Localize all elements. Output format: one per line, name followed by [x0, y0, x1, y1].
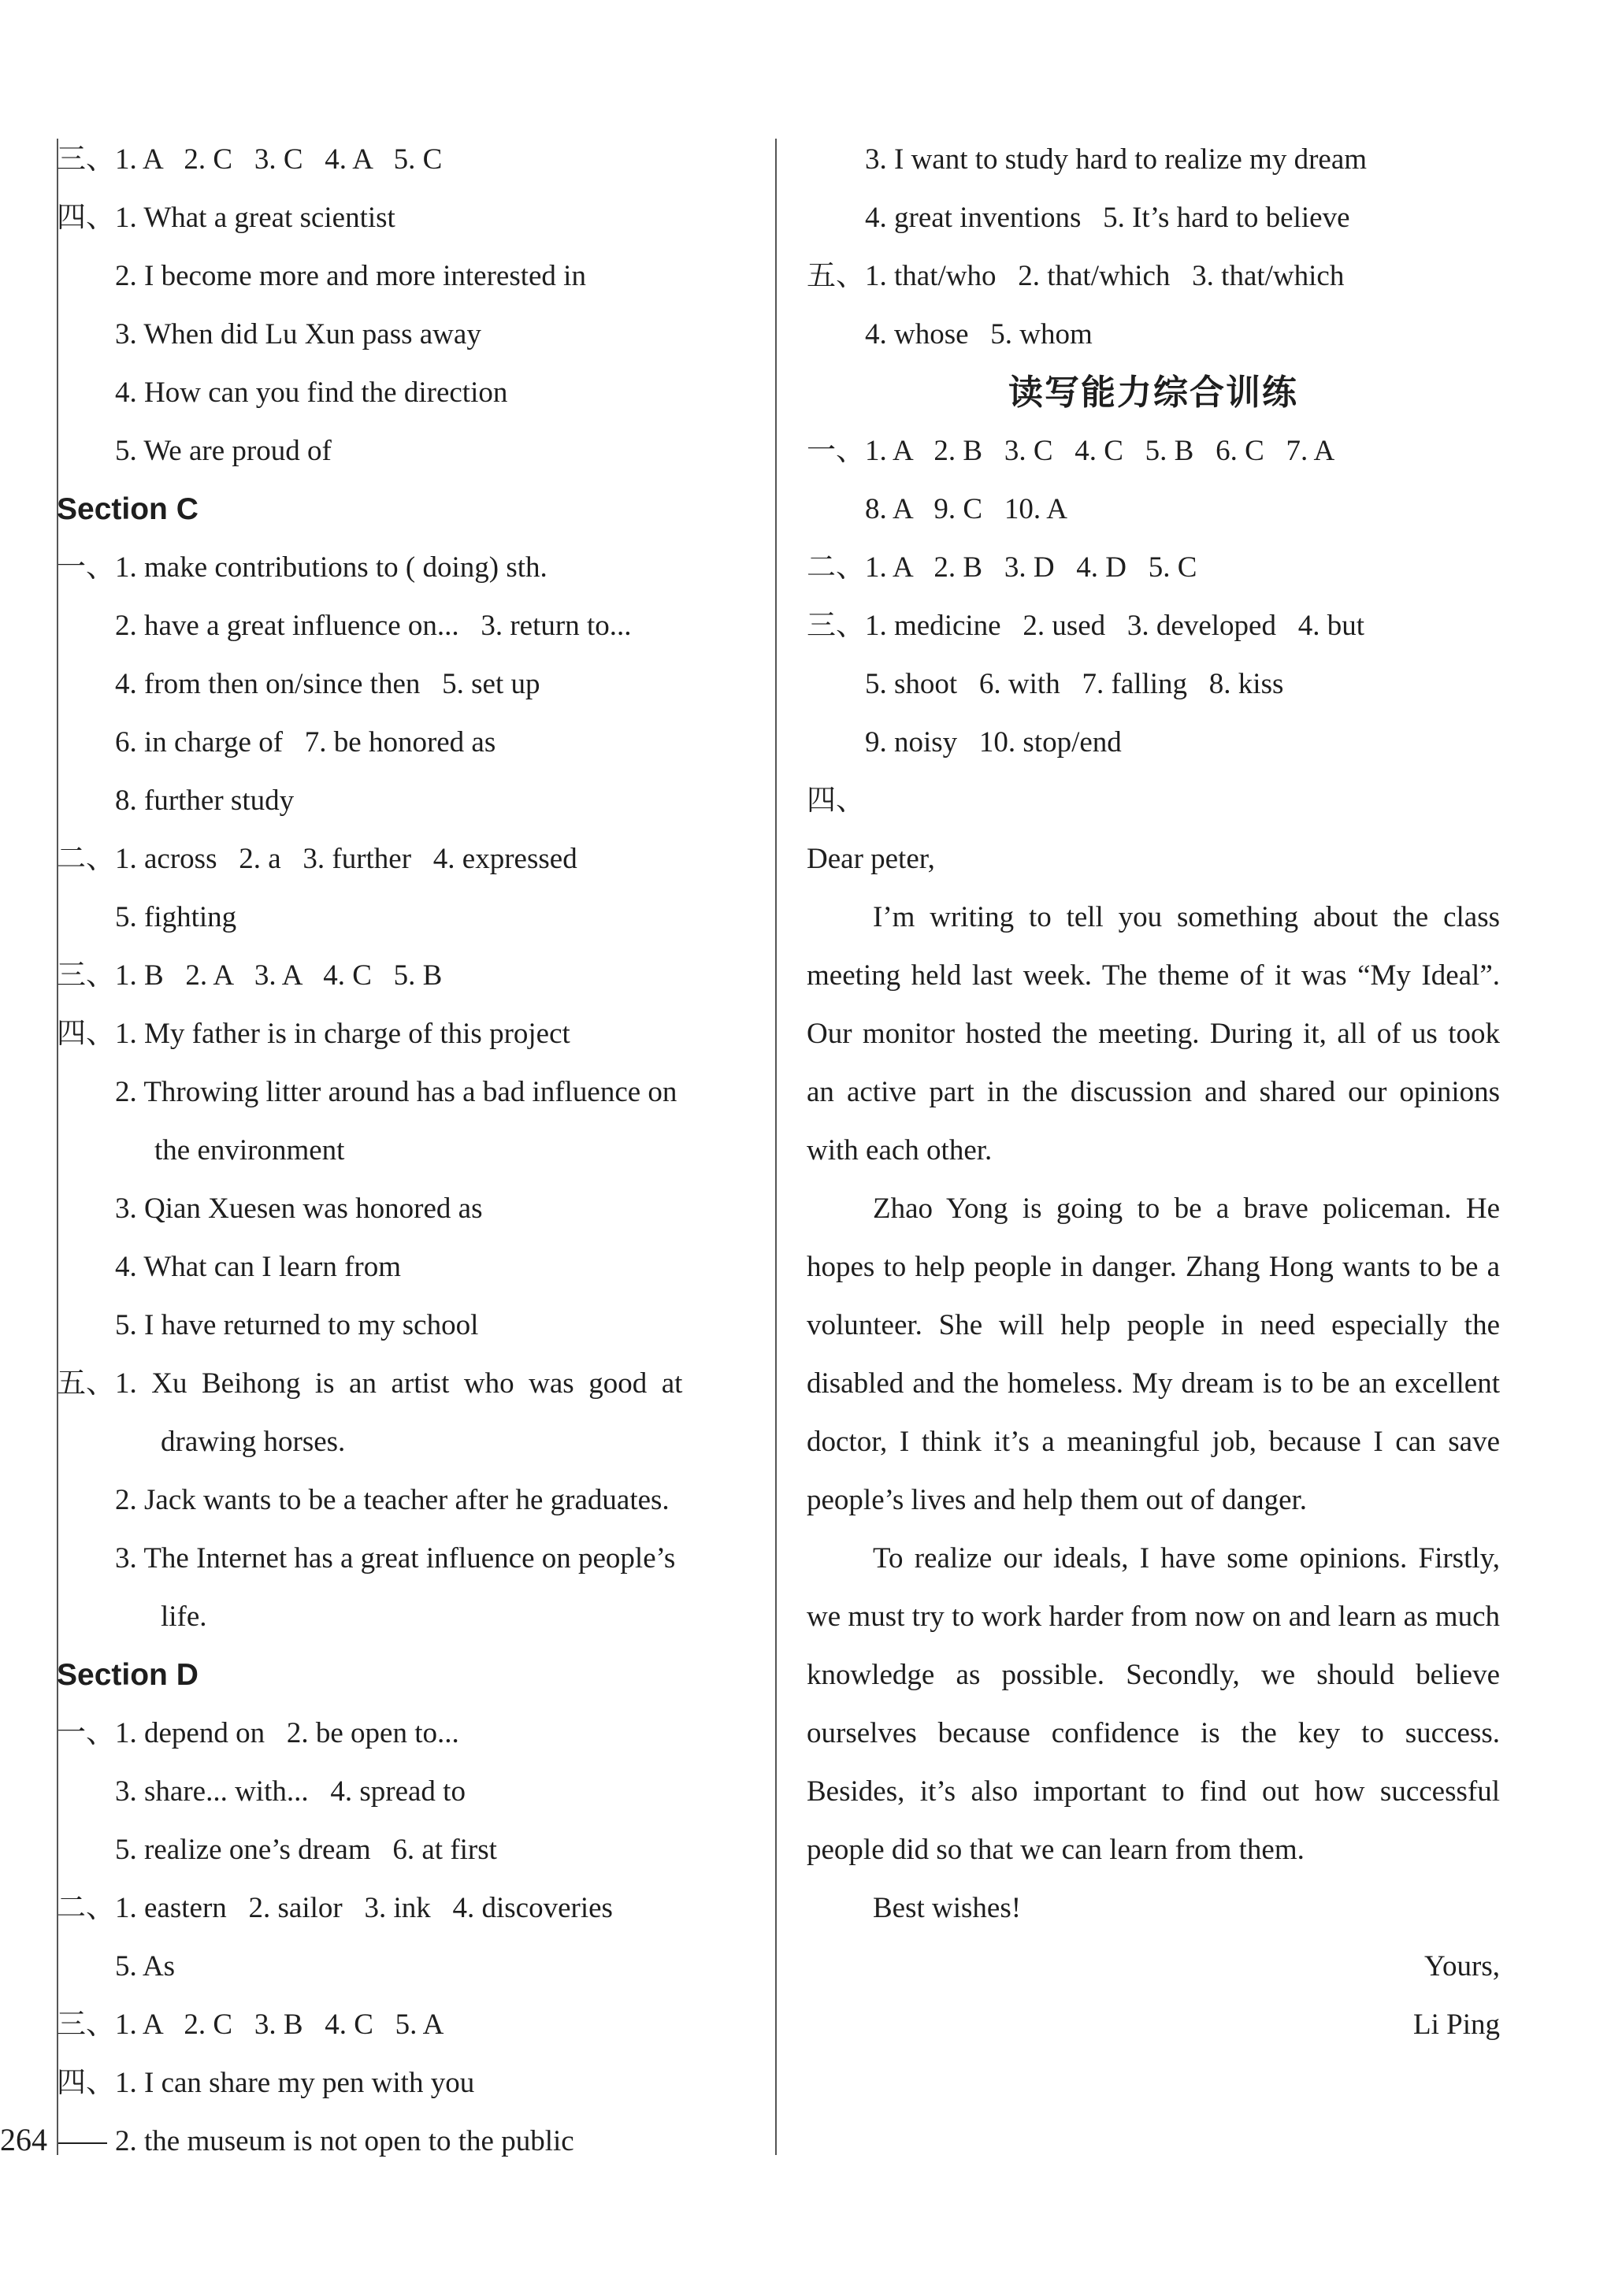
answer-text: 1. that/who 2. that/which 3. that/which — [865, 260, 1345, 292]
answer-text: 8. further study — [115, 784, 295, 817]
right-column-top-answers — [807, 131, 1500, 364]
answer-line — [57, 1879, 766, 1938]
answer-line — [57, 1821, 766, 1879]
right-column — [807, 131, 1500, 2054]
question-number: 四、 — [807, 784, 865, 817]
answer-line — [57, 1238, 766, 1296]
answer-line — [807, 597, 1500, 655]
answer-text: Section D — [57, 1658, 199, 1692]
answer-text: 1. depend on 2. be open to... — [115, 1717, 459, 1749]
answer-text: 5. I have returned to my school — [115, 1309, 479, 1341]
answer-text: 1. across 2. a 3. further 4. expressed — [115, 843, 577, 875]
answer-line — [57, 1763, 766, 1821]
question-number: 四、 — [57, 1018, 115, 1050]
question-number: 四、 — [57, 202, 115, 234]
question-number: 三、 — [57, 2009, 115, 2041]
question-number: 二、 — [57, 1892, 115, 1924]
page-footer — [0, 2111, 107, 2169]
question-number: 五、 — [807, 260, 865, 292]
answer-text: 1. A 2. C 3. C 4. A 5. C — [115, 143, 443, 176]
answer-text: 6. in charge of 7. be honored as — [115, 726, 496, 759]
answer-line — [57, 306, 766, 364]
answer-line — [807, 655, 1500, 714]
answer-text: 4. from then on/since then 5. set up — [115, 668, 540, 700]
answer-line — [57, 247, 766, 306]
answer-line — [57, 1180, 766, 1238]
answer-text: 2. have a great influence on... 3. return to... — [115, 610, 632, 642]
answer-text: 1. B 2. A 3. A 4. C 5. B — [115, 959, 443, 992]
question-number: 四、 — [57, 2067, 115, 2099]
letter-signoff: Yours, — [1424, 1950, 1500, 1983]
answer-text: 2. Jack wants to be a teacher after he graduates. — [115, 1484, 670, 1516]
question-number: 三、 — [57, 959, 115, 992]
answer-line — [807, 247, 1500, 306]
answer-line — [57, 189, 766, 247]
answer-line — [807, 480, 1500, 539]
answer-text: 5. We are proud of — [115, 435, 332, 467]
question-number: 二、 — [807, 551, 865, 584]
answer-line — [57, 1005, 766, 1063]
answer-line — [57, 131, 766, 189]
answer-text: 1. Xu Beihong is an artist who was good at — [115, 1367, 683, 1400]
answer-line — [807, 306, 1500, 364]
answer-text: 1. make contributions to ( doing) sth. — [115, 551, 547, 584]
answer-text: 1. A 2. C 3. B 4. C 5. A — [115, 2009, 444, 2041]
letter-paragraph-3: To realize our ideals, I have some opinions. Firstly, we must try to work harder from now on and learn as much knowledge as possible. Secondly, we should believe ourselves because confidence is the key to success. Besides, it’s also important to find out how successful people did so that we can learn from them. — [807, 1542, 1500, 1866]
answer-line — [57, 1122, 766, 1180]
answer-line — [57, 2112, 766, 2171]
question-number: 一、 — [807, 435, 865, 467]
answer-text: 2. I become more and more interested in — [115, 260, 586, 292]
answer-text: 3. When did Lu Xun pass away — [115, 318, 481, 351]
answer-line — [57, 1413, 766, 1471]
question-number: 一、 — [57, 1717, 115, 1749]
answer-line — [807, 539, 1500, 597]
question-number: 三、 — [807, 610, 865, 642]
answer-text: 1. What a great scientist — [115, 202, 395, 234]
column-divider — [775, 139, 777, 2155]
answer-text: 3. share... with... 4. spread to — [115, 1775, 466, 1808]
answer-text: 1. A 2. B 3. C 4. C 5. B 6. C 7. A — [865, 435, 1335, 467]
answer-line — [57, 364, 766, 422]
answer-text: 9. noisy 10. stop/end — [865, 726, 1122, 759]
question-number: 三、 — [57, 143, 115, 176]
left-column — [57, 131, 766, 2171]
answer-text: 2. the museum is not open to the public — [115, 2125, 574, 2157]
answer-text: 4. How can you find the direction — [115, 376, 508, 409]
answer-line — [57, 1355, 766, 1413]
answer-line — [57, 2054, 766, 2112]
answer-line — [57, 1588, 766, 1646]
answer-text: drawing horses. — [161, 1426, 346, 1458]
answer-text: 4. What can I learn from — [115, 1251, 401, 1283]
answer-text: 2. Throwing litter around has a bad influence on — [115, 1076, 677, 1108]
answer-line — [57, 1704, 766, 1763]
answer-line — [57, 1296, 766, 1355]
answer-line — [807, 714, 1500, 772]
answer-line — [57, 947, 766, 1005]
answer-text: 1. A 2. B 3. D 4. D 5. C — [865, 551, 1197, 584]
answer-text: life. — [161, 1601, 207, 1633]
answer-line — [57, 1996, 766, 2054]
answer-text: the environment — [154, 1134, 345, 1167]
question-number: 一、 — [57, 551, 115, 584]
answer-text: 3. The Internet has a great influence on people’s — [115, 1542, 676, 1575]
section-title: 读写能力综合训练 — [1008, 373, 1298, 413]
answer-text: 1. medicine 2. used 3. developed 4. but — [865, 610, 1365, 642]
question-number: 二、 — [57, 843, 115, 875]
answer-line — [57, 1530, 766, 1588]
letter-signature: Li Ping — [1413, 2009, 1500, 2041]
answer-line — [57, 1063, 766, 1122]
answer-line — [57, 888, 766, 947]
answer-line — [807, 422, 1500, 480]
answer-text: 4. whose 5. whom — [865, 318, 1093, 351]
answer-text: 5. realize one’s dream 6. at first — [115, 1834, 497, 1866]
letter-closing: Best wishes! — [873, 1892, 1022, 1924]
question-number: 五、 — [57, 1367, 115, 1400]
page-number: 264 — [0, 2122, 47, 2157]
answer-line — [57, 422, 766, 480]
answer-text: 3. I want to study hard to realize my dream — [865, 143, 1368, 176]
answer-line — [57, 539, 766, 597]
answer-line — [57, 772, 766, 830]
answer-line — [807, 131, 1500, 189]
answer-text: 5. As — [115, 1950, 176, 1983]
letter-paragraph-2: Zhao Yong is going to be a brave policeman. He hopes to help people in danger. Zhang Hong wants to be a volunteer. She will help people in need especially the disabled and the homeless. My dream is to be an excellent doctor, I think it’s a meaningful job, because I can save people’s lives and help them out of danger. — [807, 1193, 1500, 1516]
answer-line — [57, 1471, 766, 1530]
answer-text: 5. fighting — [115, 901, 237, 933]
footer-dash — [58, 2142, 107, 2144]
letter-greeting: Dear peter, — [807, 843, 935, 875]
section-heading — [57, 480, 766, 539]
answer-line — [57, 830, 766, 888]
answer-text: 1. I can share my pen with you — [115, 2067, 475, 2099]
answer-text: 8. A 9. C 10. A — [865, 493, 1067, 525]
answer-line — [57, 714, 766, 772]
letter-paragraph-1: I’m writing to tell you something about the class meeting held last week. The theme of it was “My Ideal”. Our monitor hosted the meeting. During it, all of us took an active part in the discussion and shared our opinions with each other. — [807, 901, 1500, 1167]
answer-line — [807, 189, 1500, 247]
reading-writing-answers — [807, 422, 1500, 830]
answer-text: 1. My father is in charge of this project — [115, 1018, 570, 1050]
answer-text: 3. Qian Xuesen was honored as — [115, 1193, 483, 1225]
answer-text: 5. shoot 6. with 7. falling 8. kiss — [865, 668, 1284, 700]
answer-text: 4. great inventions 5. It’s hard to believe — [865, 202, 1350, 234]
answer-line — [57, 655, 766, 714]
answer-text: Section C — [57, 492, 199, 526]
answer-line — [807, 772, 1500, 830]
section-heading — [57, 1646, 766, 1704]
answer-line — [57, 597, 766, 655]
answer-text: 1. eastern 2. sailor 3. ink 4. discoveries — [115, 1892, 613, 1924]
answer-line — [57, 1938, 766, 1996]
